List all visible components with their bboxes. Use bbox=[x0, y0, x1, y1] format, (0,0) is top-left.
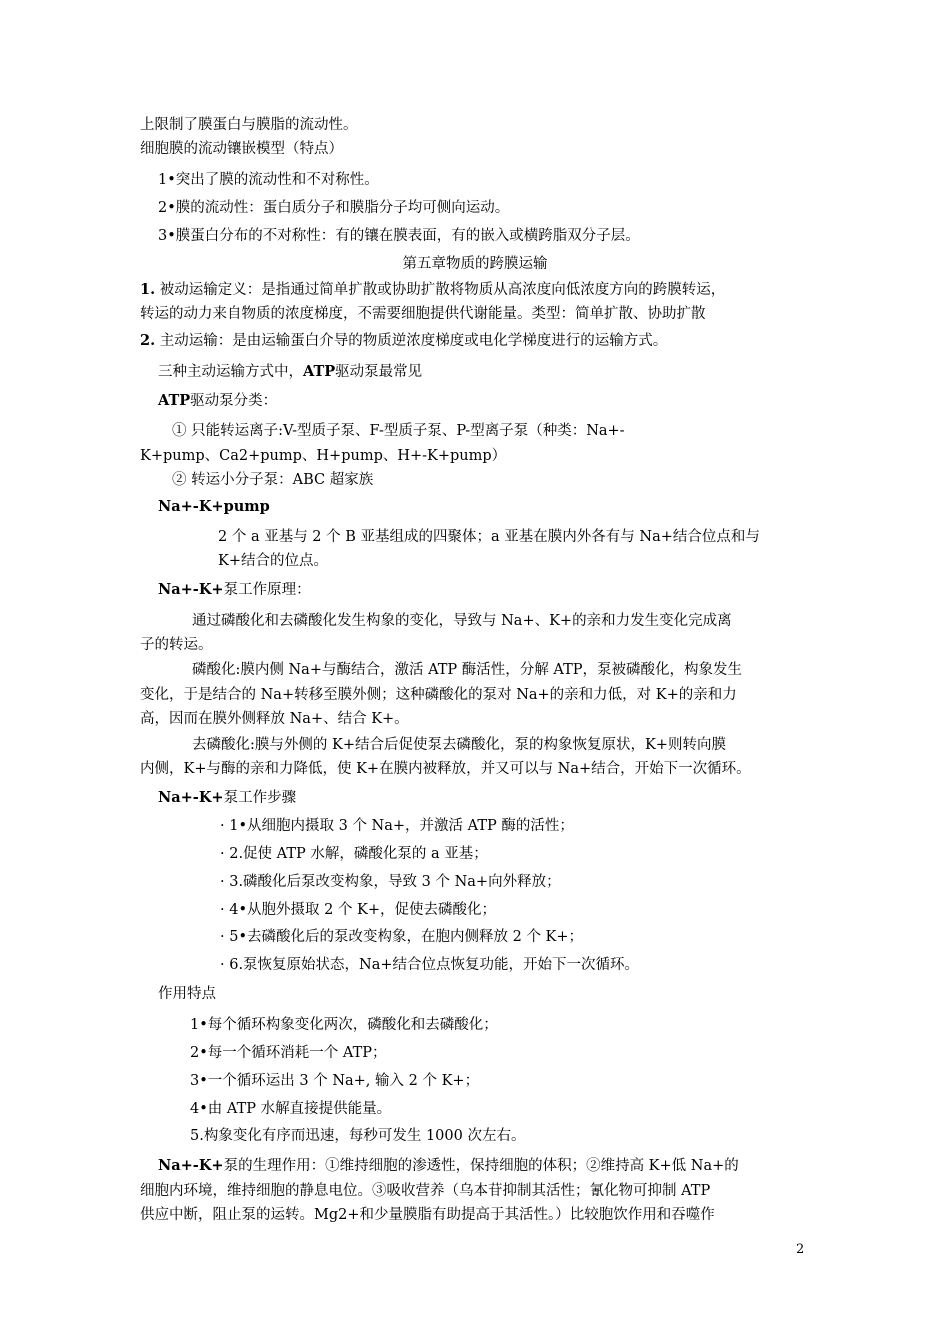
text-line: 子的转运。 bbox=[140, 637, 213, 653]
text-line: 变化，于是结合的 Na+转移至膜外侧；这种磷酸化的泵对 Na+的亲和力低，对 K+的亲和力 bbox=[140, 687, 737, 703]
text-line: K+结合的位点。 bbox=[218, 553, 328, 569]
text-line: ATP驱动泵分类： bbox=[158, 392, 278, 409]
subheading: Na+-K+泵工作步骤 bbox=[158, 789, 297, 806]
list-item: 2•每一个循环消耗一个 ATP； bbox=[190, 1045, 387, 1061]
section-heading: 细胞膜的流动镶嵌模型（特点） bbox=[140, 141, 343, 157]
list-item: 5.构象变化有序而迅速，每秒可发生 1000 次左右。 bbox=[190, 1128, 526, 1144]
page-number: 2 bbox=[796, 1242, 805, 1257]
text-line: 2 个 a 亚基与 2 个 B 亚基组成的四聚体；a 亚基在膜内外各有与 Na+结合位点和与 bbox=[218, 529, 760, 545]
list-item: ① 只能转运离子:V-型质子泵、F-型质子泵、P-型离子泵（种类：Na+- bbox=[172, 423, 625, 439]
chapter-title: 第五章物质的跨膜运输 bbox=[402, 256, 548, 272]
list-item: 3•一个循环运出 3 个 Na+, 输入 2 个 K+； bbox=[190, 1073, 480, 1089]
item-number: 1. bbox=[140, 281, 156, 298]
list-item: · 2.促使 ATP 水解，磷酸化泵的 a 亚基； bbox=[220, 846, 488, 862]
list-item: · 3.磷酸化后泵改变构象，导致 3 个 Na+向外释放； bbox=[220, 874, 561, 890]
text-line: 内侧，K+与酶的亲和力降低，使 K+在膜内被释放，并又可以与 Na+结合，开始下一次循环。 bbox=[140, 761, 751, 777]
subheading: Na+-K+pump bbox=[158, 498, 270, 515]
numbered-paragraph bbox=[140, 280, 725, 300]
text-line: 上限制了膜蛋白与膜脂的流动性。 bbox=[140, 117, 358, 133]
list-item: 3•膜蛋白分布的不对称性：有的镶在膜表面，有的嵌入或横跨脂双分子层。 bbox=[158, 228, 640, 244]
numbered-paragraph bbox=[140, 331, 667, 351]
subheading: Na+-K+泵工作原理： bbox=[158, 581, 311, 598]
text-line: 通过磷酸化和去磷酸化发生构象的变化，导致与 Na+、K+的亲和力发生变化完成离 bbox=[192, 613, 732, 629]
text-line: 转运的动力来自物质的浓度梯度，不需要细胞提供代谢能量。类型：简单扩散、协助扩散 bbox=[140, 306, 706, 322]
list-item: · 6.泵恢复原始状态，Na+结合位点恢复功能，开始下一次循环。 bbox=[220, 957, 640, 973]
list-item: 1•突出了膜的流动性和不对称性。 bbox=[158, 172, 379, 188]
list-item: 4•由 ATP 水解直接提供能量。 bbox=[190, 1101, 392, 1117]
text: 被动运输定义：是指通过简单扩散或协助扩散将物质从高浓度向低浓度方向的跨膜转运， bbox=[159, 282, 726, 298]
text-line: 三种主动运输方式中，ATP驱动泵最常见 bbox=[158, 363, 423, 380]
text-line: 供应中断，阻止泵的运转。Mg2+和少量膜脂有助提高于其活性。）比较胞饮作用和吞噬作 bbox=[140, 1207, 715, 1223]
text-line: 高，因而在膜外侧释放 Na+、结合 K+。 bbox=[140, 711, 409, 727]
text: 主动运输：是由运输蛋白介导的物质逆浓度梯度或电化学梯度进行的运输方式。 bbox=[159, 333, 668, 349]
text-line: 磷酸化:膜内侧 Na+与酶结合，激活 ATP 酶活性，分解 ATP，泵被磷酸化，构象发生 bbox=[192, 662, 743, 678]
subheading: 作用特点 bbox=[158, 986, 216, 1002]
list-item: 2•膜的流动性：蛋白质分子和膜脂分子均可侧向运动。 bbox=[158, 200, 510, 216]
list-item: · 5•去磷酸化后的泵改变构象，在胞内侧释放 2 个 K+； bbox=[220, 929, 584, 945]
text-line: 细胞内环境，维持细胞的静息电位。③吸收营养（乌本苷抑制其活性；氰化物可抑制 ATP bbox=[140, 1183, 711, 1199]
list-item: · 1•从细胞内摄取 3 个 Na+，并激活 ATP 酶的活性； bbox=[220, 818, 574, 834]
text-line: 去磷酸化:膜与外侧的 K+结合后促使泵去磷酸化，泵的构象恢复原状，K+则转向膜 bbox=[192, 737, 726, 753]
item-number: 2. bbox=[140, 332, 156, 349]
list-item: 1•每个循环构象变化两次，磷酸化和去磷酸化； bbox=[190, 1017, 498, 1033]
text-line: K+pump、Ca2+pump、H+pump、H+-K+pump） bbox=[140, 448, 507, 464]
list-item: ② 转运小分子泵：ABC 超家族 bbox=[172, 472, 374, 488]
list-item: · 4•从胞外摄取 2 个 K+，促使去磷酸化； bbox=[220, 902, 497, 918]
text-line: Na+-K+泵的生理作用：①维持细胞的渗透性，保持细胞的体积；②维持高 K+低 Na+的 bbox=[158, 1157, 739, 1174]
